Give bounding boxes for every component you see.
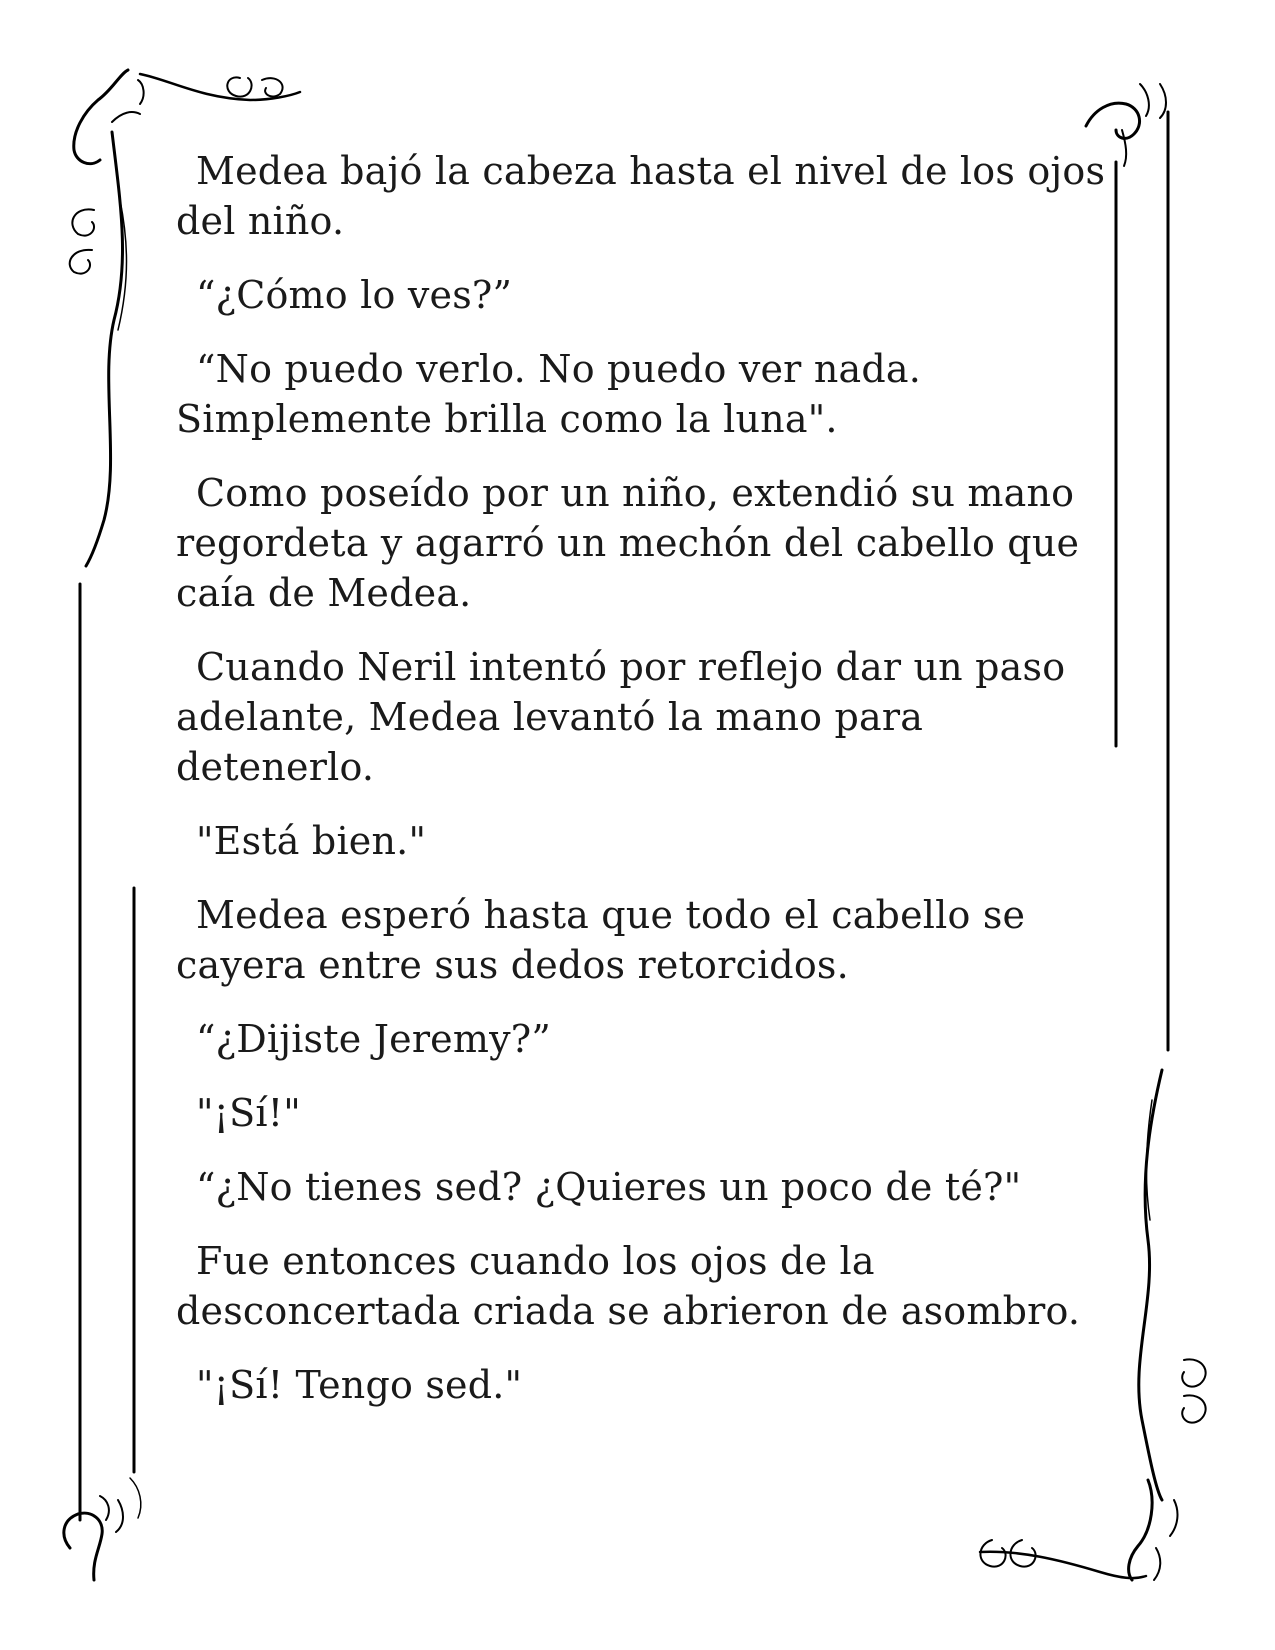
paragraph: Como poseído por un niño, extendió su mano regordeta y agarró un mechón del cabello que caía de Medea. xyxy=(176,471,1080,615)
story-text xyxy=(176,146,1106,1434)
paragraph: Medea bajó la cabeza hasta el nivel de los ojos del niño. xyxy=(176,149,1106,243)
paragraph: “No puedo verlo. No puedo ver nada. Simplemente brilla como la luna". xyxy=(176,347,922,441)
paragraph: Fue entonces cuando los ojos de la desconcertada criada se abrieron de asombro. xyxy=(176,1239,1081,1333)
paragraph: “¿Dijiste Jeremy?” xyxy=(196,1017,551,1061)
paragraph: Cuando Neril intentó por reflejo dar un paso adelante, Medea levantó la mano para detenerlo. xyxy=(176,645,1066,789)
paragraph: "Está bien." xyxy=(196,819,427,863)
paragraph: Medea esperó hasta que todo el cabello se cayera entre sus dedos retorcidos. xyxy=(176,893,1026,987)
paragraph: "¡Sí! Tengo sed." xyxy=(196,1363,523,1407)
paragraph: "¡Sí!" xyxy=(196,1091,301,1135)
paragraph: “¿Cómo lo ves?” xyxy=(196,273,513,317)
paragraph: “¿No tienes sed? ¿Quieres un poco de té?" xyxy=(196,1165,1022,1209)
flourish-bottom-left-icon xyxy=(64,1478,141,1580)
